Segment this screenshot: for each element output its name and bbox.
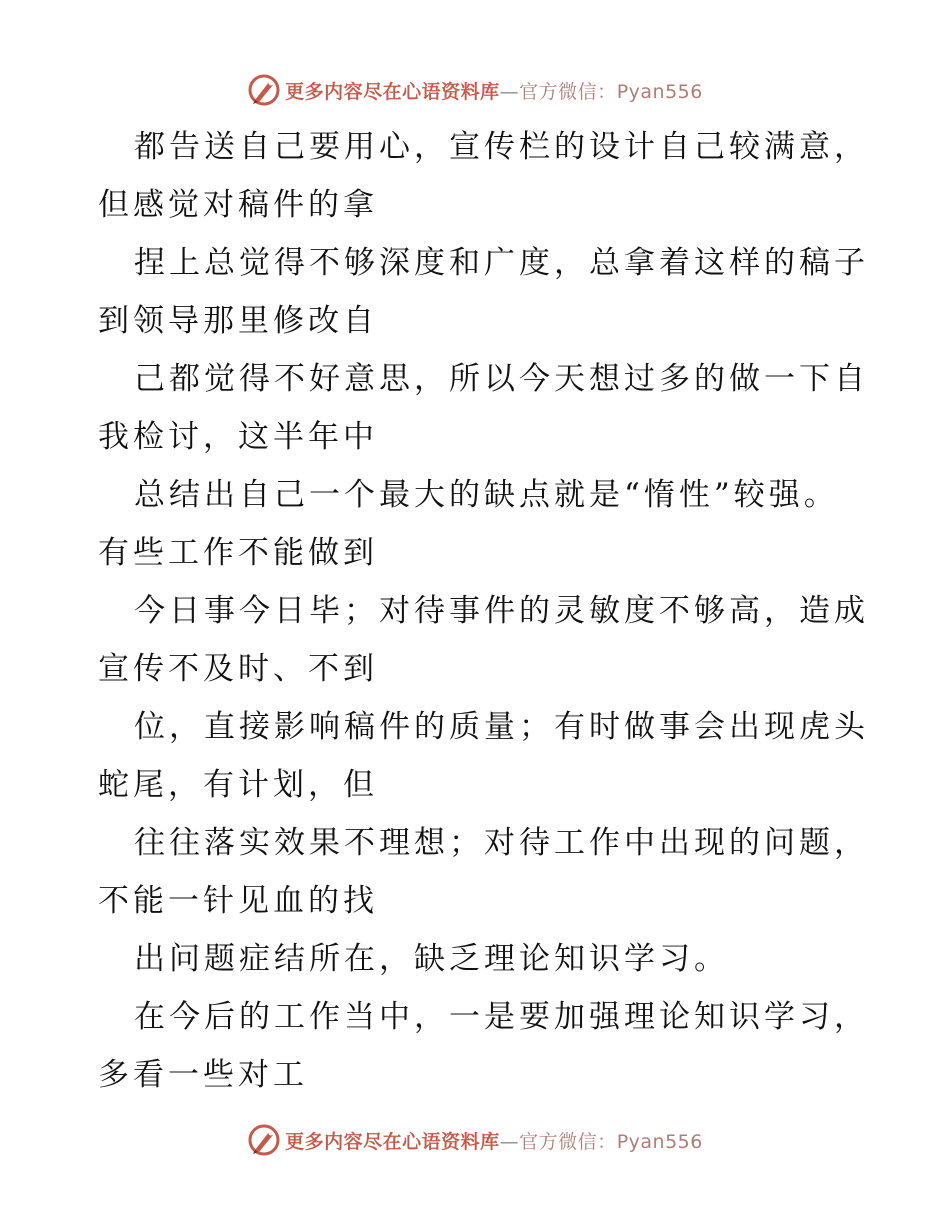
- pen-logo-icon: [247, 73, 281, 107]
- paragraph-line-1: 位，直接影响稿件的质量；有时做事会出现虎头: [134, 709, 869, 745]
- paragraph-line-1: 己都觉得不好意思，所以今天想过多的做一下自: [134, 361, 869, 397]
- paragraph-line-2: 蛇尾，有计划，但: [98, 767, 378, 803]
- paragraph-line-2: 到领导那里修改自: [98, 303, 378, 339]
- footer-wechat-id: Pyan556: [616, 1130, 703, 1153]
- footer-banner-title: 更多内容尽在心语资料库: [285, 1130, 500, 1153]
- footer-banner-text: [285, 1127, 703, 1154]
- paragraph-line-2: 宣传不及时、不到: [98, 651, 378, 687]
- paragraph: [98, 698, 869, 814]
- paragraph: [98, 930, 858, 988]
- paragraph-line-2: 不能一针见血的找: [98, 883, 378, 919]
- header-banner-text: [285, 77, 703, 104]
- footer-banner: [0, 1120, 950, 1160]
- paragraph: [98, 118, 869, 234]
- paragraph-line-1: 捏上总觉得不够深度和广度，总拿着这样的稿子: [134, 245, 869, 281]
- header-banner-separator: —: [499, 80, 520, 103]
- paragraph-line-1: 总结出自己一个最大的缺点就是“惰性”较强。: [134, 477, 839, 513]
- header-wechat-label: 官方微信：: [519, 80, 617, 103]
- paragraph-line-1: 都告送自己要用心，宣传栏的设计自己较满意，: [134, 129, 869, 165]
- paragraph: [98, 350, 869, 466]
- header-wechat-id: Pyan556: [616, 80, 703, 103]
- paragraph: [98, 814, 869, 930]
- paragraph: [98, 234, 869, 350]
- paragraph: [98, 466, 858, 582]
- pen-logo-icon: [247, 1123, 281, 1157]
- paragraph: [98, 582, 869, 698]
- paragraph-line-2: 但感觉对稿件的拿: [98, 187, 378, 223]
- footer-banner-separator: —: [499, 1130, 520, 1153]
- paragraph-line-1: 今日事今日毕；对待事件的灵敏度不够高，造成: [134, 593, 869, 629]
- header-banner-title: 更多内容尽在心语资料库: [285, 80, 500, 103]
- paragraph-line-2: 有些工作不能做到: [98, 535, 378, 571]
- document-body: [98, 118, 869, 1104]
- paragraph: [98, 988, 869, 1104]
- footer-wechat-label: 官方微信：: [519, 1130, 617, 1153]
- paragraph-line-2: 我检讨，这半年中: [98, 419, 378, 455]
- paragraph-line-1: 往往落实效果不理想；对待工作中出现的问题，: [134, 825, 869, 861]
- header-banner: [0, 70, 950, 110]
- paragraph-line-1: 在今后的工作当中，一是要加强理论知识学习，: [134, 999, 869, 1035]
- paragraph-line-1: 出问题症结所在，缺乏理论知识学习。: [134, 941, 729, 977]
- paragraph-line-2: 多看一些对工: [98, 1057, 308, 1093]
